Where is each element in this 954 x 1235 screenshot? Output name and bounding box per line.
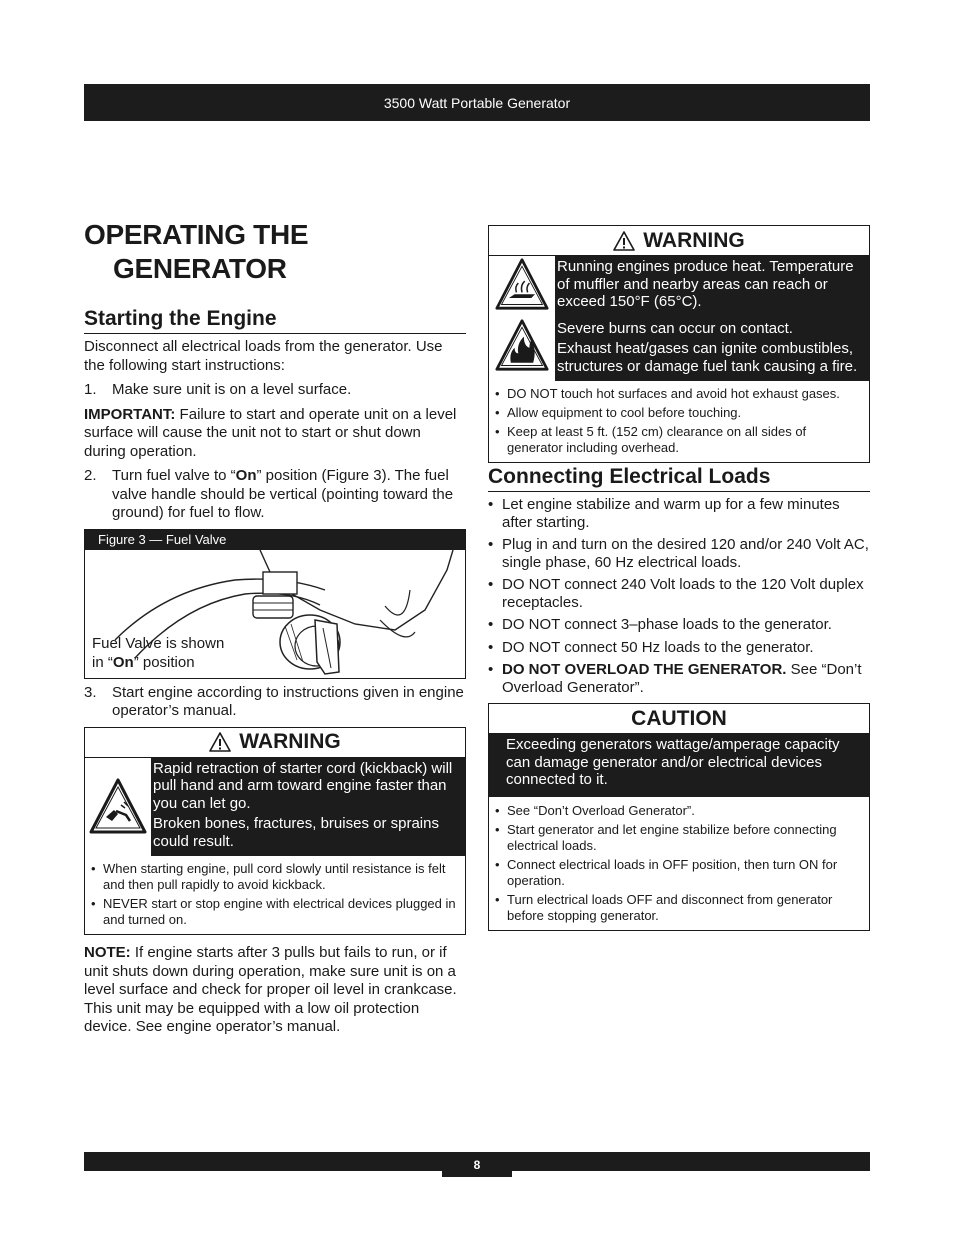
list-item: • Turn electrical loads OFF and disconnect from generator before stopping generator. bbox=[495, 892, 863, 924]
warning-line: Broken bones, fractures, bruises or sprains could result. bbox=[153, 815, 439, 850]
caution-box bbox=[488, 703, 870, 931]
starting-engine-heading: Starting the Engine bbox=[84, 307, 466, 334]
step-text-part: ” position (Figure 3). The fuel valve handle should be vertical (pointing toward the ground) for fuel to flow. bbox=[112, 467, 454, 521]
step-number: 3. bbox=[84, 683, 97, 701]
warning-word: WARNING bbox=[643, 228, 745, 252]
right-column bbox=[488, 225, 870, 931]
connecting-loads-list bbox=[488, 496, 870, 703]
note-label: NOTE: bbox=[84, 944, 131, 961]
important-note bbox=[84, 406, 466, 462]
list-item: • When starting engine, pull cord slowly until resistance is felt and then pull rapidly to avoid kickback. bbox=[91, 861, 459, 893]
step-number: 2. bbox=[84, 467, 97, 484]
warning-triangle-icon bbox=[613, 231, 635, 251]
step-2 bbox=[84, 467, 466, 523]
list-item-text: DO NOT connect 240 Volt loads to the 120 Volt duplex receptacles. bbox=[502, 576, 864, 611]
warning-bullets bbox=[85, 856, 465, 934]
hot-surface-icon bbox=[494, 257, 550, 311]
warning-line: Severe burns can occur on contact. bbox=[557, 319, 793, 337]
kickback-warning-box bbox=[84, 727, 466, 936]
warning-message bbox=[555, 317, 869, 382]
warning-line: Rapid retraction of starter cord (kickback) will pull hand and arm toward engine faster than you can let go. bbox=[153, 759, 453, 812]
caution-bullets bbox=[489, 797, 869, 930]
caution-header: CAUTION bbox=[489, 704, 869, 734]
list-item: • DO NOT OVERLOAD THE GENERATOR. See “Don’t Overload Generator”. bbox=[488, 661, 870, 696]
list-item: • Plug in and turn on the desired 120 and/or 240 Volt AC, single phase, 60 Hz electrical loads. bbox=[488, 536, 869, 571]
caution-message: Exceeding generators wattage/amperage capacity can damage generator and/or electrical devices connected to it. bbox=[489, 734, 869, 797]
warning-message-row bbox=[489, 256, 869, 317]
figure-body bbox=[85, 550, 465, 678]
warning-line: Running engines produce heat. Temperature of muffler and nearby areas can reach or exceed 150°F (65°C). bbox=[557, 258, 854, 310]
list-item-text: See “Don’t Overload Generator”. bbox=[507, 802, 695, 818]
list-item-part: See “Don’t Overload Generator”. bbox=[502, 661, 862, 696]
list-item: • DO NOT connect 3–phase loads to the generator. bbox=[488, 616, 832, 633]
list-item: • Start generator and let engine stabilize before connecting electrical loads. bbox=[495, 822, 863, 854]
page-title bbox=[84, 218, 466, 286]
page-number: 8 bbox=[442, 1152, 512, 1177]
warning-word: WARNING bbox=[239, 730, 341, 753]
warning-icon-cell bbox=[85, 758, 151, 857]
list-item: • DO NOT connect 240 Volt loads to the 120 Volt duplex receptacles. bbox=[488, 576, 870, 611]
figure-caption bbox=[92, 634, 224, 672]
connecting-loads-heading: Connecting Electrical Loads bbox=[488, 465, 870, 492]
list-item: • DO NOT connect 50 Hz loads to the generator. bbox=[488, 638, 814, 656]
list-item-text: Connect electrical loads in OFF position, then turn ON for operation. bbox=[507, 856, 838, 888]
list-item: • DO NOT touch hot surfaces and avoid hot exhaust gases. bbox=[495, 386, 840, 401]
list-item-text: DO NOT connect 3–phase loads to the generator. bbox=[502, 616, 832, 633]
header-bar bbox=[84, 84, 870, 121]
list-item-text: When starting engine, pull cord slowly until resistance is felt and then pull rapidly to avoid kickback. bbox=[103, 861, 446, 892]
warning-message-row bbox=[85, 758, 465, 857]
warning-message-row bbox=[489, 317, 869, 382]
list-item: • Allow equipment to cool before touching. bbox=[495, 405, 742, 420]
figure-caption-part: ” position bbox=[133, 653, 195, 671]
list-item: • Keep at least 5 ft. (152 cm) clearance on all sides of generator including overhead. bbox=[495, 424, 863, 456]
warning-line: Exhaust heat/gases can ignite combustibles, structures or damage fuel tank causing a fire. bbox=[557, 340, 858, 375]
step-text-bold: On bbox=[235, 467, 257, 484]
warning-icon-cell bbox=[489, 256, 555, 312]
page-title-line2: GENERATOR bbox=[113, 253, 287, 284]
heat-warning-box bbox=[488, 225, 870, 463]
warning-icon-cell bbox=[489, 317, 555, 373]
kickback-hazard-icon bbox=[88, 777, 148, 837]
step-text bbox=[112, 467, 466, 523]
figure-title: Figure 3 — Fuel Valve bbox=[85, 530, 465, 550]
header-title: 3500 Watt Portable Generator bbox=[383, 94, 571, 111]
list-item-text: Allow equipment to cool before touching. bbox=[507, 405, 742, 420]
list-item-text: NEVER start or stop engine with electrical devices plugged in and turned on. bbox=[103, 896, 456, 927]
warning-bullets bbox=[489, 381, 869, 462]
note-text bbox=[84, 944, 466, 1037]
step-text: Start engine according to instructions given in engine operator’s manual. bbox=[112, 683, 464, 719]
warning-triangle-icon bbox=[209, 732, 231, 752]
list-item-text: DO NOT connect 50 Hz loads to the generator. bbox=[502, 638, 814, 656]
list-item: • NEVER start or stop engine with electrical devices plugged in and turned on. bbox=[91, 896, 459, 928]
step-number: 1. bbox=[84, 381, 97, 398]
intro-text: Disconnect all electrical loads from the generator. Use the following start instructions: bbox=[84, 338, 443, 374]
warning-header bbox=[489, 226, 869, 256]
figure-fuel-valve bbox=[84, 529, 466, 679]
list-item-text bbox=[502, 661, 870, 696]
figure-caption-part: in “ bbox=[92, 653, 113, 671]
list-item: • See “Don’t Overload Generator”. bbox=[495, 802, 695, 818]
list-item-bold: DO NOT OVERLOAD THE GENERATOR. bbox=[502, 661, 787, 678]
list-item-text: Turn electrical loads OFF and disconnect from generator before stopping generator. bbox=[507, 891, 833, 923]
list-item-text: Let engine stabilize and warm up for a few minutes after starting. bbox=[502, 496, 840, 531]
fire-hazard-icon bbox=[494, 318, 550, 372]
list-item: • Connect electrical loads in OFF position, then turn ON for operation. bbox=[495, 857, 863, 889]
figure-caption-line: Fuel Valve is shown bbox=[92, 634, 225, 652]
warning-header bbox=[85, 728, 465, 758]
figure-caption-bold: On bbox=[112, 653, 134, 671]
important-text: Failure to start and operate unit on a level surface will cause the unit not to start or shut down during operation. bbox=[84, 405, 457, 460]
list-item-text: Keep at least 5 ft. (152 cm) clearance on all sides of generator including overhead. bbox=[507, 424, 807, 455]
left-column bbox=[84, 218, 466, 1043]
step-text-part: Turn fuel valve to “ bbox=[112, 467, 236, 484]
step-1 bbox=[84, 381, 466, 400]
warning-message bbox=[151, 758, 465, 857]
important-label: IMPORTANT: bbox=[84, 405, 176, 423]
note-body: If engine starts after 3 pulls but fails to run, or if unit shuts down during operation, make sure unit is on a level surface and check for proper oil level in crankcase. This unit may be equipped with a low oil protection device. See engine operator’s manual. bbox=[84, 944, 457, 1035]
step-text: Make sure unit is on a level surface. bbox=[112, 381, 352, 398]
step-3 bbox=[84, 684, 466, 721]
list-item-text: DO NOT touch hot surfaces and avoid hot exhaust gases. bbox=[507, 386, 840, 401]
warning-message bbox=[555, 256, 869, 317]
page-title-line1: OPERATING THE bbox=[84, 219, 309, 250]
list-item: • Let engine stabilize and warm up for a few minutes after starting. bbox=[488, 496, 870, 531]
list-item-text: Start generator and let engine stabilize before connecting electrical loads. bbox=[507, 821, 837, 853]
list-item-text: Plug in and turn on the desired 120 and/or 240 Volt AC, single phase, 60 Hz electrical loads. bbox=[502, 536, 869, 571]
